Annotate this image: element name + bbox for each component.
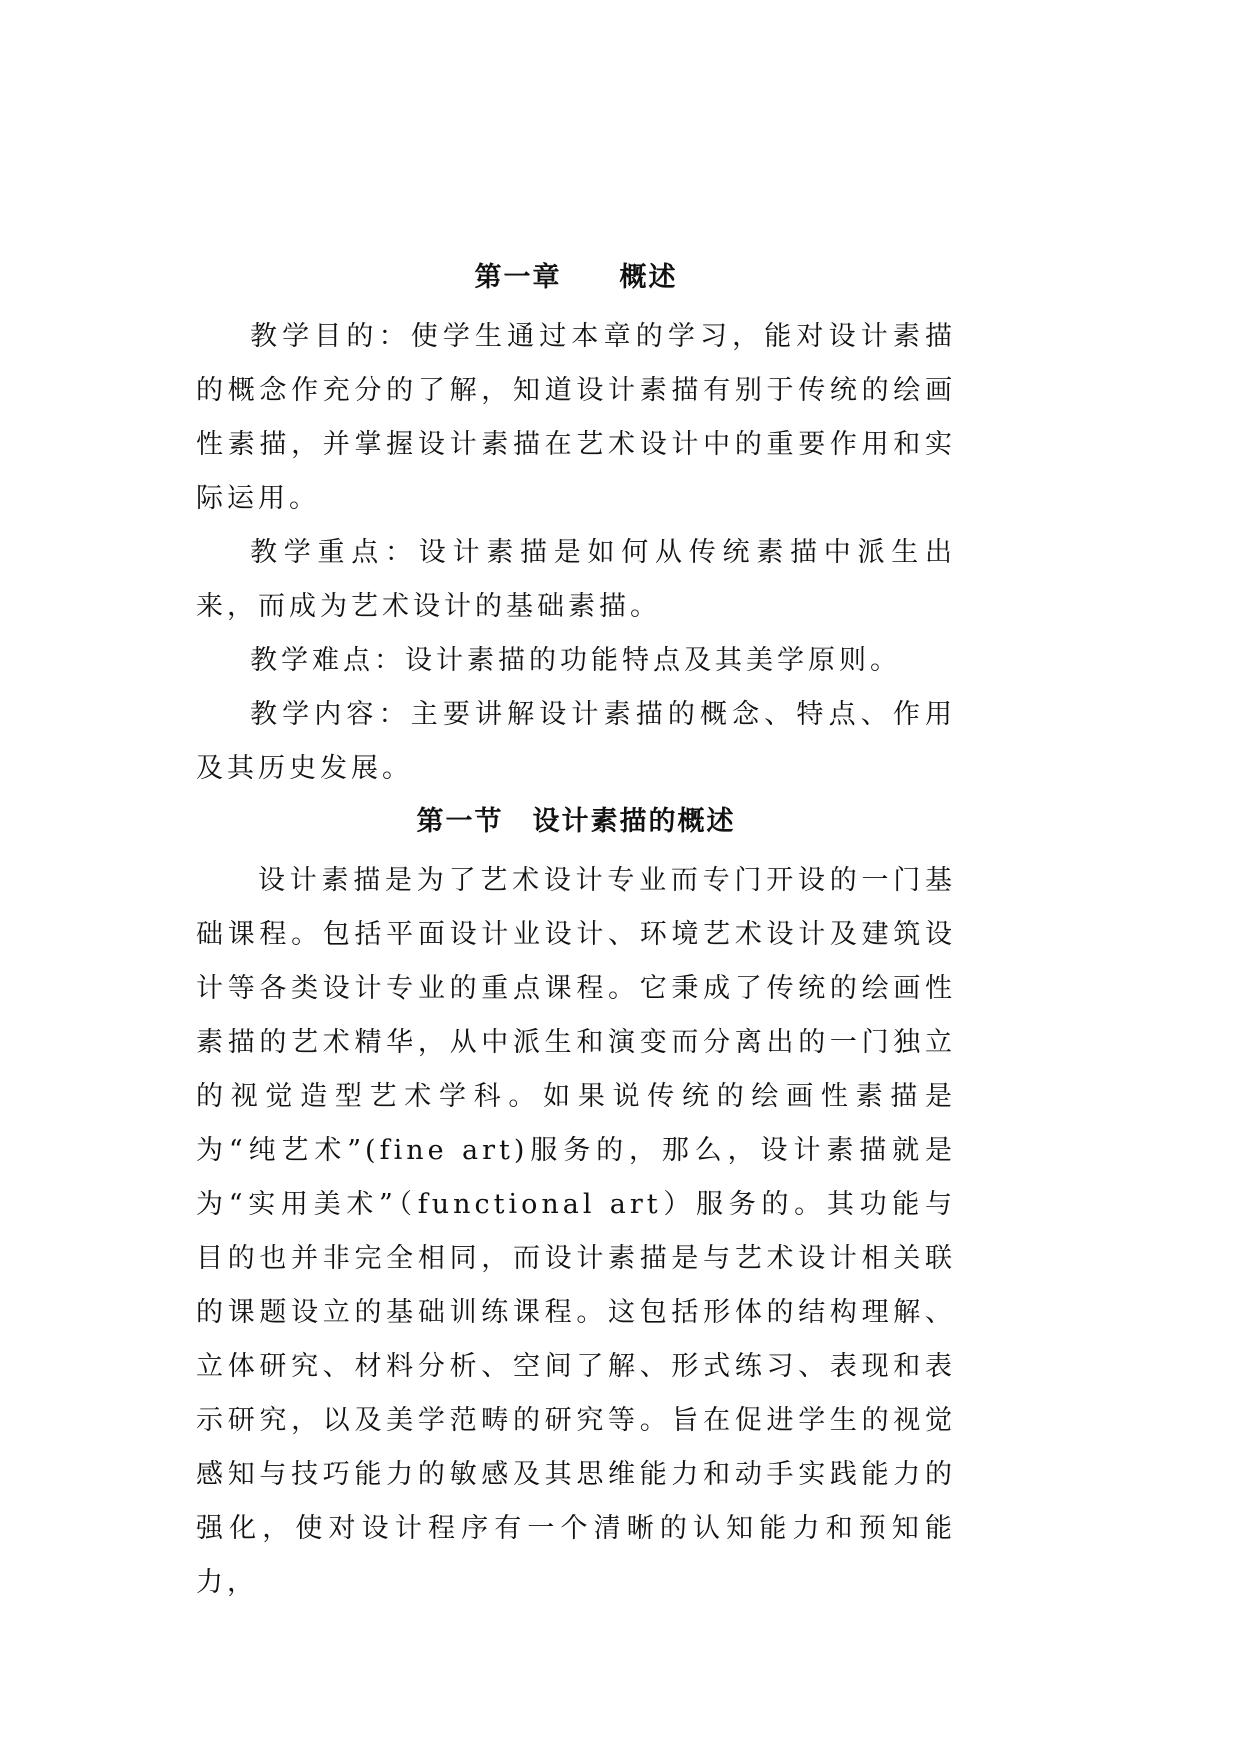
chapter-title: 第一章 概述 — [474, 262, 678, 293]
section-body-paragraph: 设计素描是为了艺术设计专业而专门开设的一门基础课程。包括平面设计业设计、环境艺术设计及建筑设计等各类设计专业的重点课程。它秉成了传统的绘画性素描的艺术精华，从中派生和演变而分离出的一门独立的视觉造型艺术学科。如果说传统的绘画性素描是为“纯艺术”(fine art)服务的，那么，设计素描就是为“实用美术”（functional art）服务的。其功能与目的也并非完全相同，而设计素描是与艺术设计相关联的课题设立的基础训练课程。这包括形体的结构理解、立体研究、材料分析、空间了解、形式练习、表现和表示研究，以及美学范畴的研究等。旨在促进学生的视觉感知与技巧能力的敏感及其思维能力和动手实践能力的强化，使对设计程序有一个清晰的认知能力和预知能力， — [196, 865, 956, 1598]
teaching-purpose-paragraph: 教学目的：使学生通过本章的学习，能对设计素描的概念作充分的了解，知道设计素描有别于传统的绘画性素描，并掌握设计素描在艺术设计中的重要作用和实际运用。 — [196, 321, 956, 514]
teaching-key-points-paragraph: 教学重点：设计素描是如何从传统素描中派生出来，而成为艺术设计的基础素描。 — [196, 537, 956, 622]
section-title: 第一节 设计素描的概述 — [416, 806, 736, 837]
document-page — [196, 258, 956, 1610]
teaching-content-paragraph: 教学内容：主要讲解设计素描的概念、特点、作用及其历史发展。 — [196, 699, 956, 784]
teaching-difficulties-paragraph: 教学难点：设计素描的功能特点及其美学原则。 — [250, 645, 901, 676]
